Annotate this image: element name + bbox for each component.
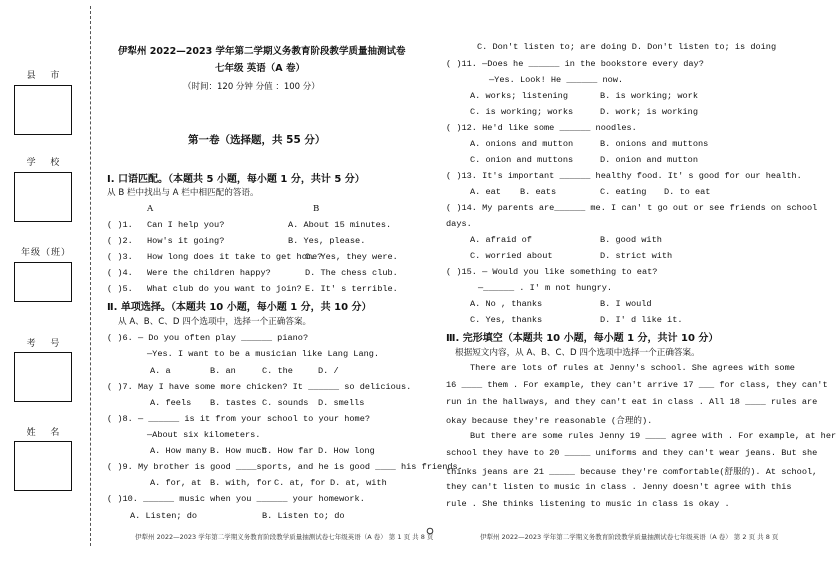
part1-heading: Ⅰ. 口语匹配。（本题共 5 小题，每小题 1 分，共计 5 分） xyxy=(107,174,365,185)
q7-option-b[interactable]: B. tastes xyxy=(210,398,257,408)
name-label: 姓 名 xyxy=(26,428,66,438)
passage-line-1: There are lots of rules at Jenny's school. She agrees with some xyxy=(470,363,795,373)
q12-option-d[interactable]: D. onion and mutton xyxy=(600,155,698,165)
q9-option-a[interactable]: A. for, at xyxy=(150,478,202,488)
exam-title: 伊犁州 2022—2023 学年第二学期义务教育阶段教学质量抽测试卷 xyxy=(118,46,406,57)
name-box[interactable] xyxy=(14,441,72,491)
footer-right: 伊犁州 2022—2023 学年第二学期义务教育阶段教学质量抽测试卷七年级英语（A 卷） 第 2 页 共 8 页 xyxy=(480,533,779,541)
q7-text[interactable]: ( )7. May I have some more chicken? It ______ so delicious. xyxy=(107,382,412,392)
q7-option-c[interactable]: C. sounds xyxy=(262,398,309,408)
q11-dialog: —Yes. Look! He ______ now. xyxy=(489,75,624,85)
q11-option-a[interactable]: A. works; listening xyxy=(470,91,568,101)
q3-num[interactable]: ( )3. xyxy=(107,252,133,262)
q8-option-a[interactable]: A. How many xyxy=(150,446,207,456)
q5-answer: E. It' s terrible. xyxy=(305,284,398,294)
q1-answer: A. About 15 minutes. xyxy=(288,220,392,230)
q9-option-d[interactable]: D. at, with xyxy=(330,478,387,488)
q9-option-c[interactable]: C. at, for xyxy=(274,478,326,488)
q14-option-a[interactable]: A. afraid of xyxy=(470,235,532,245)
passage-line-5: But there are some rules Jenny 19 ____ agree with . For example, at her xyxy=(470,431,836,441)
grade-label: 年级（班） xyxy=(20,248,71,258)
passage-line-2: 16 ____ them . For example, they can't arrive 17 ___ for class, they can't xyxy=(446,380,828,390)
q3-answer: C. Yes, they were. xyxy=(305,252,398,262)
exam-no-box[interactable] xyxy=(14,352,72,402)
school-box[interactable] xyxy=(14,172,72,222)
q4-answer: D. The chess club. xyxy=(305,268,398,278)
q9-option-b[interactable]: B. with, for xyxy=(210,478,272,488)
q14-option-c[interactable]: C. worried about xyxy=(470,251,553,261)
q6-option-a[interactable]: A. a xyxy=(150,366,171,376)
q14-option-b[interactable]: B. good with xyxy=(600,235,662,245)
q11-text[interactable]: ( )11. —Does he ______ in the bookstore every day? xyxy=(446,59,704,69)
q6-option-d[interactable]: D. / xyxy=(318,366,339,376)
q14-text-cont: days. xyxy=(446,219,472,229)
q12-option-c[interactable]: C. onion and muttons xyxy=(470,155,574,165)
part1-instruction: 从 B 栏中找出与 A 栏中相匹配的答语。 xyxy=(107,188,259,198)
q5-text: What club do you want to join? xyxy=(147,284,302,294)
q2-text: How's it going? xyxy=(147,236,225,246)
grade-box[interactable] xyxy=(14,262,72,302)
q8-option-c[interactable]: C. How far xyxy=(262,446,314,456)
center-punch-hole-icon xyxy=(426,527,434,535)
q15-option-c[interactable]: C. Yes, thanks xyxy=(470,315,543,325)
q5-num[interactable]: ( )5. xyxy=(107,284,133,294)
q2-num[interactable]: ( )2. xyxy=(107,236,133,246)
q8-text[interactable]: ( )8. — ______ is it from your school to your home? xyxy=(107,414,371,424)
q15-dialog: —______ . I' m not hungry. xyxy=(478,283,613,293)
q2-answer: B. Yes, please. xyxy=(288,236,366,246)
q13-text[interactable]: ( )13. It's important ______ healthy food. It' s good for our health. xyxy=(446,171,802,181)
q13-option-b[interactable]: B. eats xyxy=(520,187,557,197)
county-box[interactable] xyxy=(14,85,72,135)
q12-option-a[interactable]: A. onions and mutton xyxy=(470,139,574,149)
q9-text[interactable]: ( )9. My brother is good ____sports, and he is good ____ his friends. xyxy=(107,462,463,472)
part2-heading: Ⅱ. 单项选择。（本题共 10 小题，每小题 1 分，共 10 分） xyxy=(107,302,372,313)
passage-line-4: okay because they're reasonable (合理的). xyxy=(446,416,653,426)
q11-option-b[interactable]: B. is working; work xyxy=(600,91,698,101)
q8-option-d[interactable]: D. How long xyxy=(318,446,375,456)
binding-cut-line xyxy=(90,6,91,546)
binding-strip xyxy=(0,0,92,562)
q11-option-d[interactable]: D. work; is working xyxy=(600,107,698,117)
part2-instruction: 从 A、B、C、D 四个选项中，选择一个正确答案。 xyxy=(118,317,312,327)
part3-heading: Ⅲ. 完形填空（本题共 10 小题，每小题 1 分，共计 10 分） xyxy=(446,333,719,344)
county-label: 县 市 xyxy=(26,71,66,81)
q6-option-c[interactable]: C. the xyxy=(262,366,293,376)
q13-option-d[interactable]: D. to eat xyxy=(664,187,711,197)
q6-option-b[interactable]: B. an xyxy=(210,366,236,376)
exam-time-info: （时间：120 分钟 分值 ：100 分） xyxy=(183,82,320,92)
col-a-label: A xyxy=(147,204,154,214)
q10-text[interactable]: ( )10. ______ music when you ______ your homework. xyxy=(107,494,365,504)
q13-option-c[interactable]: C. eating xyxy=(600,187,647,197)
passage-line-8: they can't listen to music in class . Jenny doesn't agree with this xyxy=(446,482,792,492)
q7-option-d[interactable]: D. smells xyxy=(318,398,365,408)
q15-text[interactable]: ( )15. — Would you like something to eat? xyxy=(446,267,658,277)
exam-no-label: 考 号 xyxy=(26,339,66,349)
q10-option-b[interactable]: B. Listen to; do xyxy=(262,511,345,521)
q10-option-a[interactable]: A. Listen; do xyxy=(130,511,198,521)
part3-instruction: 根据短文内容，从 A、B、C、D 四个选项中选择一个正确答案。 xyxy=(455,348,700,358)
q8-dialog: —About six kilometers. xyxy=(147,430,261,440)
q15-option-d[interactable]: D. I' d like it. xyxy=(600,315,683,325)
school-label: 学 校 xyxy=(26,158,66,168)
volume-title: 第一卷（选择题，共 55 分） xyxy=(188,134,326,146)
q8-option-b[interactable]: B. How much xyxy=(210,446,267,456)
q13-option-a[interactable]: A. eat xyxy=(470,187,501,197)
col-b-label: B xyxy=(313,204,320,214)
q12-text[interactable]: ( )12. He'd like some ______ noodles. xyxy=(446,123,637,133)
q14-text[interactable]: ( )14. My parents are______ me. I can' t go out or see friends on school xyxy=(446,203,818,213)
passage-line-7: thinks jeans are 21 _____ because they're comfortable(舒服的). At school, xyxy=(446,467,818,477)
q15-option-a[interactable]: A. No , thanks xyxy=(470,299,543,309)
q1-num[interactable]: ( )1. xyxy=(107,220,133,230)
q11-option-c[interactable]: C. is working; works xyxy=(470,107,574,117)
footer-left: 伊犁州 2022—2023 学年第二学期义务教育阶段教学质量抽测试卷七年级英语（A 卷） 第 1 页 共 8 页 xyxy=(135,533,434,541)
q6-dialog: —Yes. I want to be a musician like Lang Lang. xyxy=(147,349,380,359)
passage-line-3: run in the hallways, and they can't eat in class . All 18 ____ rules are xyxy=(446,397,818,407)
q3-text: How long does it take to get home? xyxy=(147,252,323,262)
q4-text: Were the children happy? xyxy=(147,268,271,278)
q15-option-b[interactable]: B. I would xyxy=(600,299,652,309)
q10-option-cd[interactable]: C. Don't listen to; are doing D. Don't listen to; is doing xyxy=(477,42,777,52)
q12-option-b[interactable]: B. onions and muttons xyxy=(600,139,709,149)
q6-text[interactable]: ( )6. — Do you often play ______ piano? xyxy=(107,333,309,343)
q1-text: Can I help you? xyxy=(147,220,225,230)
q14-option-d[interactable]: D. strict with xyxy=(600,251,673,261)
q7-option-a[interactable]: A. feels xyxy=(150,398,192,408)
exam-subtitle: 七年级 英语（A 卷） xyxy=(215,63,305,74)
passage-line-6: school they have to 20 _____ uniforms and they can't wear jeans. But she xyxy=(446,448,818,458)
q4-num[interactable]: ( )4. xyxy=(107,268,133,278)
passage-line-9: rule . She thinks listening to music in class is okay . xyxy=(446,499,730,509)
